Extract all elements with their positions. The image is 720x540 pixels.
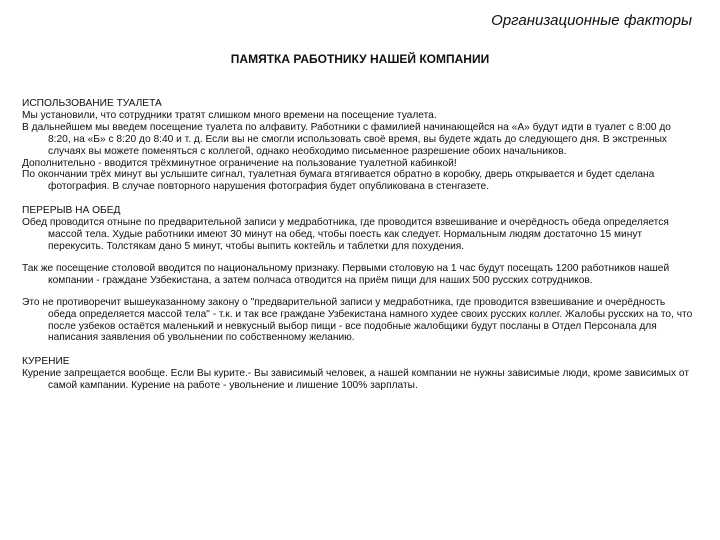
document-body xyxy=(22,98,694,392)
document-title: ПАМЯТКА РАБОТНИКУ НАШЕЙ КОМПАНИИ xyxy=(230,52,490,66)
paragraph: Курение запрещается вообще. Если Вы курите.- Вы зависимый человек, а нашей компании не нужны зависимые люди, кроме зависимых от самой кампании. Курение на работе - увольнение и лишение 100% зарплаты. xyxy=(22,368,690,392)
section-heading: КУРЕНИЕ xyxy=(22,356,70,368)
paragraph: В дальнейшем мы введем посещение туалета по алфавиту. Работники с фамилией начинающейся на «А» будут идти в туалет с 8:00 до 8:20, на «Б» с 8:20 до 8:40 и т. д. Если вы не смогли использовать своё время, вы будете ждать до следующего дня. В экстренных случаях вы можете поменяться с коллегой, однако необходимо письменное разрешение обоих начальников. xyxy=(22,121,671,157)
paragraph: Это не противоречит вышеуказанному закону о "предварительной записи у медработника, где проводится взвешивание и очерёдность обеда определяется массой тела" - т.к. и так все граждане Узбекистана намного худее своих русских коллег. Жалобы русских на то, что после узбеков остаётся маленький и невкусный выбор пищи - все подобные жалобщики будут посланы в Отдел Персонала для написания заявления об увольнении по собственному желанию. xyxy=(22,296,693,344)
paragraph: Так же посещение столовой вводится по национальному признаку. Первыми столовую на 1 час будут посещать 1200 работников нашей компании - граждане Узбекистана, а затем полчаса отводится на приём пищи для наших 500 русских сотрудников. xyxy=(22,262,670,286)
header-title: Организационные факторы xyxy=(491,12,692,29)
section-smoking xyxy=(22,356,694,392)
section-toilet xyxy=(22,98,694,193)
section-heading: ПЕРЕРЫВ НА ОБЕД xyxy=(22,205,121,217)
paragraph: Мы установили, что сотрудники тратят слишком много времени на посещение туалета. xyxy=(22,109,437,121)
paragraph: По окончании трёх минут вы услышите сигнал, туалетная бумага втягивается обратно в коробку, дверь открывается и будет сделана фотография. В случае повторного нарушения фотография будет опубликована в стенгазете. xyxy=(22,169,655,193)
paragraph: Дополнительно - вводится трёхминутное ограничение на пользование туалетной кабинкой! xyxy=(22,157,457,169)
section-heading: ИСПОЛЬЗОВАНИЕ ТУАЛЕТА xyxy=(22,98,162,109)
section-lunch xyxy=(22,205,694,344)
paragraph: Обед проводится отныне по предварительной записи у медработника, где проводится взвешивание и очерёдность обеда определяется массой тела. Худые работники имеют 30 минут на обед, чтобы поесть как следует. Нормальным людям достаточно 15 минут перекусить. Толстякам дано 5 минут, чтобы выпить коктейль и таблетки для похудения. xyxy=(22,217,669,252)
